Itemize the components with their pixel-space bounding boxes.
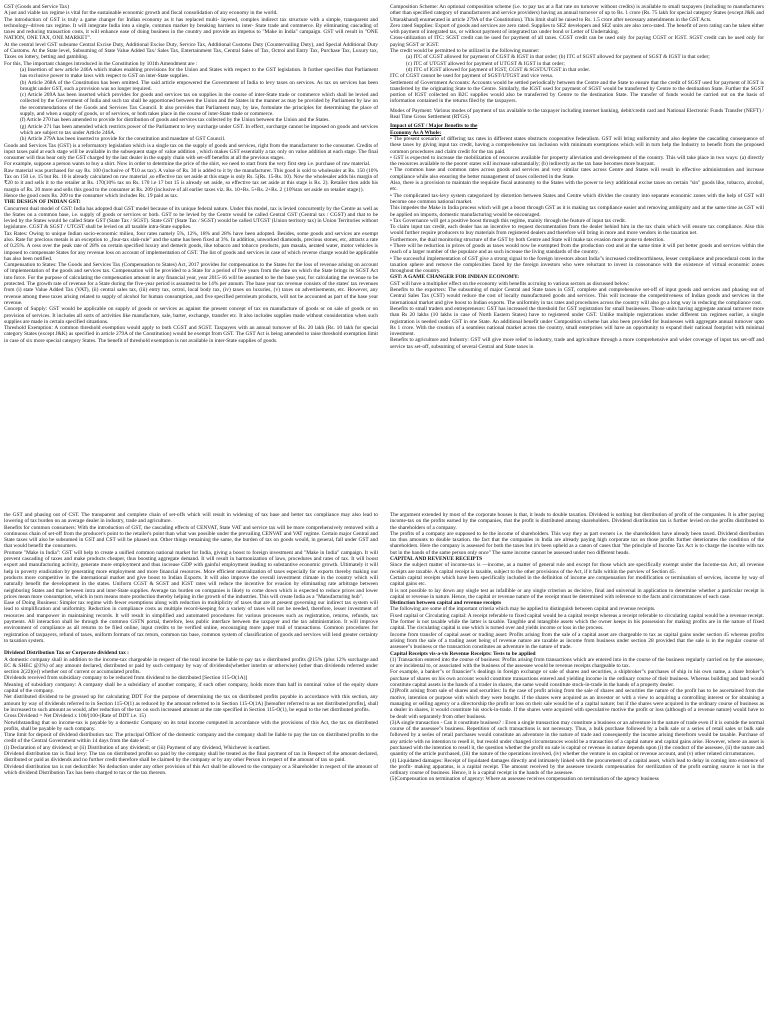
section-subheading: Economy As A Whole:: [390, 129, 442, 136]
paragraph: the GST and phasing out of CST. The transparent and complete chain of set-offs which will result in widening of tax base and better tax compliance may also lead to lowering of tax burden on an average dealer in industry, trade and agriculture.: [4, 512, 378, 525]
paragraph: • The present scenario of differing tax rates in different states obstructs cooperative federalism. GST will bring uniformity and also deplete the cascading consequence of these taxes by giving input tax credit, having a comprehensive tax inclusion with minimum exemptions which will in turn help the Industry to benefit from the proposed common procedures and claim credit for the tax paid.: [390, 135, 764, 155]
paragraph: Threshold Exemption: A common threshold exemption would apply to both CGST and SGST. Taxpayers with an annual turnover of Rs. 20 lakh (Rs. 10 lakh for special category States (except J&K) as specified in article 279A of the Constitution) would be exempt from GST. The GST Act is being amended to raise threshold exemption limit in case of six more special category States. The benefit of threshold exemption is not available in inter-State supplies of goods.: [4, 325, 378, 344]
paragraph: Promote "Make in India": GST will help to create a unified common national market for India, giving a boost to foreign investment and "Make in India" campaign. It will prevent cascading of taxes and make products cheaper, thus boosting aggregate demand. It will result in harmonization of laws, procedures and rates of tax. It will boost export and manufacturing activity, generate more employment and thus increase GDP with gainful employment leading to substantive economic growth. Ultimately it will help in poverty eradication by generating more employment and more financial resources. More efficient neutralization of taxes especially for exports thereby making our products more competitive in the international market and give boost to Indian Exports. It will also improve the overall investment climate in the country which will naturally benefit the development in the states. Uniform CGST & SGST and IGST rates will reduce the incentive for evasion by eliminating rate arbitrage between neighboring States and that between intra and inter-State supplies. Average tax burden on companies is likely to come down which is expected to reduce prices and lower prices mean more consumption, which in turn means more production thereby helping in the growth of the industries. This will create India as a "Manufacturing hub".: [4, 549, 378, 600]
section-heading: Dividend Distribution Tax or Corporate dividend tax :: [4, 650, 129, 657]
paragraph: Modes of Payment: Various modes of payment of tax available to the taxpayer including internet banking, debit/credit card and National Electronic Funds Transfer (NEFT) / Real Time Gross Settlement (RTGS).: [390, 107, 764, 121]
paragraph: Certain capital receipts which have been specifically included in the definition of income are compensation for modification or termination of services, income by way of capital gains etc.: [390, 574, 764, 588]
paragraph: Cross-utilization of ITC: SGST credit can be used for payment of all taxes. CGST credit can be used only for paying CGST or IGST. SGST credit can be used only for paying SGST or IGST.: [390, 35, 764, 48]
paragraph: (4) Liquidated damages: Receipt of liquidated damages directly and intimately linked with the procurement of a capital asset, which lead to delay in coming into existence of the profit- making apparatus, is a capital receipt. The amount received by the assessee towards compensation for sterilization of the profit earning source is not in the ordinary course of business. Hence, it is a capital receipt in the hands of the assessee.: [390, 757, 764, 777]
section-heading: Capital Receipts vis-a-vis Revenue Receipts: Tests to be applied: [390, 650, 536, 657]
paragraph: (5)Compensation on termination of agency: Where an assessee receives compensation on termination of the agency business: [390, 776, 659, 783]
paragraph: Furthermore, the dual monitoring structure of the GST by both Centre and State will make tax evasion more prone to detection.: [390, 236, 665, 243]
paragraph: Raw material was purchased for say Rs. 100 (inclusive of ₹10 as tax). A value of Rs. 30 is added to it by the manufacturer. This good is sold to wholesaler at Rs. 150 (10% Tax on 150 i.e. 15 but Rs. 10 is already calculated on raw material ,so effective tax set aside at this stage is only Rs. 5(Rs. 15-Rs. 10). Now the wholesaler adds his margin of ₹20 to it and sells it to the retailer at Rs. 170(10% tax on Rs. 170 i.e 17 but 15 is already set aside, so effective tax set aside at this stage is Rs. 2). Retailer then adds his margin of Rs. 20 more and sells this good to the consumer at Rs. 209 (inclusive of all earlier taxes viz. Rs. 10+Rs. 5+Rs. 2+Rs. 2 {10%tax set aside on retailer stage}).: [4, 167, 378, 193]
paragraph: At the central level GST subsume Central Excise Duty, Additional Excise Duty, Service Tax, Additional Customs Duty (Countervailing Duty), and Special Additional Duty of Customs. At the State level, Subsuming of State Value Added Tax/ Sales Tax, Entertainment Tax, Central Sales of Tax, Octroi and Entry Tax, Purchase Tax, Luxury tax, Taxes on lottery, betting and gambling.: [4, 41, 378, 61]
paragraph: For this, The important changes introduced in the Constitution by 101th Amendment are :: [4, 60, 198, 67]
paragraph: Concept of Supply: GST would be applicable on supply of goods or services as against the present concept of tax on manufacture of goods or on sale of goods or on provision of services. It includes all sorts of activities like manufacture, sale, barter, exchange, transfer etc. It also includes supplies made without consideration when such supplies are made in certain specified situations.: [4, 306, 378, 325]
paragraph: • The successful implementation of GST give a strong signal to the foreign investors about India"s increased creditworthiness, lesser compliance and procedural costs in the taxation sphere and remove the complexities faced by the foreign investors who were reluctant to invest in consonance with the existence of virtual economic zones throughout the country.: [390, 255, 764, 275]
section-heading: Impact of GST / Major Benefits to the: [390, 123, 478, 130]
paragraph: Time limit for deposit of dividend distribution tax: The principal Officer of the domestic company and the company shall be liable to pay the tax on distributed profits to the credit of the Central Government within 14 days from the date of –: [4, 732, 378, 745]
capital-revenue-text-column: [390, 512, 764, 1024]
paragraph: Meaning of subsidiary company: A company shall be a subsidiary of another company, if such other company, holds more than half in nominal value of the equity share capital of the company.: [4, 681, 378, 695]
list-item: (g) Article 271 has been amended which restricts power of the Parliament to levy surcharge under GST. In effect, surcharge cannot be imposed on goods and services which are subject to tax under Article 246A.: [20, 123, 378, 136]
list-item: (c) Article 269A has been inserted which provides for goods and services tax on supplies in the course of inter-State trade or commerce which shall be levied and collected by the Government of India and such tax shall be apportioned between the Union and the States in the manner as may be provided by Parliament by law on the recommendations of the Goods and Services Tax Council. It also provides that Parliament may, by law, formulate the principles for determining the place of supply, and when a supply of goods, or of services, or both takes place in the course of inter-State trade or commerce.: [20, 92, 378, 118]
paragraph: • GST is expected to increase the mobilization of resources available for property alleviation and development of the country. This will take place in two ways: (a) directly the resources available to the poorer states will increase substantially; (b) indirectly as the tax base becomes more buoyant.: [390, 154, 764, 168]
gst-text-column: [390, 4, 764, 458]
paragraph: This impedes the Make in India process which will get a boost through GST as it is making tax compliance easier and removing ambiguity and at the same time as GST will be applied on imports, domestic manufacturing would be encouraged.: [390, 205, 764, 218]
paragraph: Net distributed dividend to be grossed up for calculating DDT For the purpose of determining the tax on distributed profits payable in accordance with this section, any amount by way of dividends referred to in Section 115-O(1) as reduced by the amount referred to in Section 115-O(1A) [hereafter referred to as net distributed profits], shall be increased to such amount as would, after reduction of the tax on such increased amount at the rate specified in Section 115-O(1), be equal to the net distributed profits.: [4, 694, 378, 713]
list-item: (f) Article 270 has been amended to provide for distribution of goods and services tax collected by the Union between the Union and the States.: [20, 117, 330, 124]
gst-dividend-text-column: [4, 512, 378, 1024]
paragraph: The following are some of the important criteria which may be applied to distinguish between capital and revenue receipts.: [390, 606, 656, 613]
paragraph: Benefits to agriculture and Industry: GST will give more relief to industry, trade and agriculture through a more comprehensive and wider coverage of input tax set-off and service tax set-off, subsuming of several Central and State taxes in: [390, 337, 764, 350]
list-item: (d) ITC of IGST allowed for payment of IGST, CGST & SGST/UTGST in that order.: [406, 66, 591, 73]
paragraph: Fixed capital or Circulating capital: A receipt referable to fixed capital would be a capital receipt whereas a receipt referable to circulating capital would be a revenue receipt. The former is not taxable while the latter is taxable. Tangible and intangible assets which the owner keeps in his possession for making profits are in the nature of fixed capital. The circulating capital is one which is turned over and yields income or loss in the process.: [390, 612, 764, 632]
paragraph: GST will have a multiplier effect on the economy with benefits accruing to various sectors as discussed below:: [390, 280, 630, 287]
paragraph: Dividend distribution tax is not deductible: No deduction under any other provision of this Act shall be allowed to the company or a Shareholder in respect of the amount of which dividend Distribution Tax has been charged to tax or the tax thereon.: [4, 763, 378, 776]
paragraph: The profits of a company are supposed to be the income of shareholders. This way they as part owners i.e. the shareholders have already been taxed. Dividend distribution tax thus amounts to double taxation. the fact that the companies in India are already paying high corporate tax on those profits further deteriorates the condition of the shareholders. Here the company is assessed for both the taxes but it's been upheld as a canon of cases that "the principle of Income Tax Act is to charge the income with tax but in the hands of the same person only once" The same income cannot be assessed under two different heads.: [390, 530, 764, 556]
section-heading: THE DESIGN OF INDIAN GST:: [4, 199, 81, 206]
list-item: (h) Article 279A has been inserted to provide for the constitution and mandate of GST Council.: [20, 136, 226, 143]
paragraph: Since the subject matter of income-tax is —income, as a matter of general rule and except for those which are specifically exempt under the Income-tax Act, all revenue receipts are taxable. A capital receipt is taxable, subject to the other provisions of the Act, if it falls within the purview of Section 45.: [390, 562, 764, 575]
paragraph: Goods and Services Tax (GST) is a reformatory legislation which is a single tax on the supply of goods and services, right from the manufacturer to the consumer. Credits of input taxes paid at each stage will be available in the subsequent stage of value addition , which makes GST essentially a tax only on value addition at each stage. The final consumer will thus bear only the GST charged by the last dealer in the supply chain with set-off benefits at all the previous stages.: [4, 142, 378, 162]
paragraph: Ease of Doing Business: Simpler tax regime with fewer exemptions along with reduction in multiplicity of taxes that are at present governing our indirect tax system will lead to simplification and uniformity. Reduction in compliance costs as multiple record-keeping for a variety of taxes will not be needed, therefore, lesser investment of resources and manpower in maintaining records. It will result in simplified and automated procedures for various processes such as registration, returns, refunds, tax payments. All interaction shall be through the common GSTN portal, therefore, less public interface between the taxpayer and the tax administration. It will improve environment of compliance as all returns to be filed online, input credits to be verified online, encouraging more paper trail of transactions. Common procedures for registration of taxpayers, refund of taxes, uniform formats of tax return, common tax base, common system of classification of goods and services will lend greater certainty to taxation system.: [4, 600, 378, 644]
paragraph: • The common base and common rates across goods and services and very similar rates across Centre and States will result in effective administration and increase compliance while also ensuring the better management of taxes collected in the State.: [390, 167, 764, 180]
section-heading: Distinction between capital and revenue receipts: [390, 600, 502, 607]
paragraph: • The complicated tax-levy system categorized by distortion between States and Centre which divides the country into separate economic zones with the help of GST will become one common national market.: [390, 192, 764, 205]
list-item: (c) ITC of UTGST allowed for payment of UTGST & IGST in that order;: [406, 60, 565, 67]
gst-text-column: [4, 4, 378, 458]
list-item: (a) Insertion of new article 246A which makes enabling provisions for the Union and States with respect to the GST legislation. It further specifies that Parliament has exclusive power to make laws with respect to GST on inter-State supplies.: [20, 66, 378, 80]
paragraph: Income from transfer of capital asset or trading asset: Profits arising from the sale of a capital asset are chargeable to tax as capital gains under section 45 whereas profits arising from the sale of a trading asset being of revenue nature are taxable as income from business under section 28 provided that the sale is in the regular course of assessee"s business or the transaction constitutes an adventure in the nature of trade.: [390, 631, 764, 651]
paragraph: ITC of CGST cannot be used for payment of SGST/UTGST and vice versa.: [390, 73, 554, 80]
paragraph: (3)A single transaction - Can it constitute business? : Even a single transaction may constitute a business or an adventure in the nature of trade even if it is outside the normal course of the assessee"s business. Repetition of such transactions is not necessary. Thus, a bulk purchase followed by a bulk sale or a series of retail sales or bulk sale followed by a series of retail purchases would constitute an adventure in the nature of trade and consequently the income arising therefrom would be taxable. Purchase of any article with no intention to resell it, but resold under changed circumstances would be a transaction of a capital nature and capital gains arise. However, where an asset is purchased with the intention to resell it, the question whether the profit on sale is capital or revenue in nature depends upon (i) the conduct of the assessee, (ii) the nature and quantity of the article purchased, (iii) the nature of the operations involved, (iv) whether the venture is on capital or revenue account, and (v) other related circumstances.: [390, 719, 764, 758]
paragraph: Hence the good costs Rs. 209 to the consumer which includes Rs. 19 paid as tax.: [4, 192, 179, 199]
paragraph: Zero rated Supplies: Export of goods and services are zero rated. Supplies to SEZ developers and SEZ units are also zero-rated. The benefit of zero rating can be taken either with payment of integrated tax, or without payment of integrated tax under bond or Letter of Undertaking.: [390, 22, 764, 36]
paragraph: Concurrent dual model of GST: India has adopted dual GST model because of its unique federal nature. Under this model, tax is levied concurrently by the Centre as well as the States on a common base, i.e. supply of goods or services or both. GST to be levied by the Centre would be called Central GST (Central tax / CGST) and that to be levied by the States would be called State GST (State Tax / SGST). State GST (State Tax / SGST) would be called UTGST (Union territory tax) in Union Territories without legislature. CGST & SGST / UTGST shall be levied on all taxable intra-State supplies.: [4, 205, 378, 231]
section-heading: CAPITAL AND REVENUE RECEIPTS: [390, 556, 483, 563]
paragraph: The argument extended by most of the corporate houses is that, it leads to double taxation. Dividend is nothing but distribution of profit of the companies. It is after paying income-tax on the profits earned by the companies, that the profit is distributed among shareholders. Dividend distribution tax is further levied on the profits distributed to the shareholders of a company.: [390, 512, 764, 531]
paragraph: • There will be reduction in prices of goods as taxes would now be exempted from the production cost and at the same time it will put better goods and services within the reach of a larger number of the populace and as such increase the living standards of the country.: [390, 242, 764, 256]
paragraph: For example, a banker"s or financier"s dealings in foreign exchange or sale of shares and securities, a shipbroker"s purchases of ship in his own name, a share broker"s purchase of shares on his own account would constitute transactions entered and yielding income in the ordinary course of their business. Whereas building and land would constitute capital assets in the hands of a trader in shares, the same would constitute stock-in-trade in the hands of a property dealer.: [390, 669, 764, 689]
paragraph: Benefits to small traders and entrepreneurs: GST has increased the threshold for GST registration for small businesses. Those units having aggregate annual turnover more than Rs 20 lakhs (10 lakhs in case of North Eastern States) have to registered under GST. Unlike multiple registrations under different tax regimes earlier, a single registration is needed under GST in one State. An additional benefit under Composition scheme has also been provided for businesses with aggregate annual turnover upto Rs 1 crore. With the creation of a seamless national market across the country, small enterprises will have an opportunity to expand their national footprint with minimal investment.: [390, 305, 764, 338]
paragraph: (2)Profit arising from sale of shares and securities: In the case of profit arising from the sale of shares and securities the nature of the profit has to be ascertained from the motive, intention or purpose with which they were bought. if the shares were acquired as an investor or with a view to acquiring a controlling interest or for obtaining a managing or selling agency or a directorship the profit or loss on their sale would be of a capital nature; but if the shares were acquired in the ordinary course of business as a dealer in shares, it would constitute his stock-in-trade. If the shares were acquired with speculative motive the profit or loss (although of a revenue nature) would have to be dealt with separately from other business.: [390, 688, 764, 720]
paragraph: Benefits for common consumers: With the introduction of GST, the cascading effects of CENVAT, State VAT and service tax will be more comprehensively removed with a continuous chain of set-off from the producer's point to the retailer's point than what was possible under the prevailing CENVAT and VAT regime. Certain major Central and State taxes will also be subsumed in GST and CST will be phased out. Other things remaining the same, the burden of tax on goods would, in general, fall under GST and that would benefit the consumers.: [4, 524, 378, 550]
paragraph: Gross Dividend = Net Dividend x 100/[100-(Rate of DDT i.e. 15): [4, 713, 146, 720]
paragraph: Settlement of Government Accounts: Accounts would be settled periodically between the Centre and the State to ensure that the credit of SGST used for payment of IGST is transferred by the originating State to the Centre. Similarly, the IGST used for payment of SGST would be transferred by Centre to the destination State. Further the SGST portion of IGST collected on B2C supplies would also be transferred by Centre to the destination State. The transfer of funds would be carried out on the basis of information contained in the returns filed by the taxpayers.: [390, 79, 764, 105]
paragraph: • Tax Governance will get a positive boost through this regime, mainly through the feature of input tax credit.: [390, 217, 627, 224]
paragraph: Dividend distribution tax is final levy: The tax on distributed profits so paid by the company shall be treated as the final payment of tax in Respect of the amount declared, distributed or paid as dividends and no further credit therefore shall be claimed by the company or by any other Person in respect of the amount of tax so paid.: [4, 750, 378, 764]
list-item: (a) ITC of CGST allowed for payment of CGST & IGST in that order; (b) ITC of SGST allowed for payment of SGST & IGST in that order;: [406, 54, 710, 61]
paragraph: For example, suppose a person wants to buy a shirt. Now in order to determine the price of the shirt, we need to start from the very first step i.e. purchase of raw material.: [4, 161, 371, 168]
paragraph: Dividends received from subsidiary company to be reduced from dividend to be distributed [Section 115-O(1A)]: [4, 675, 248, 682]
list-item: (b) Article 268A of the Constitution has been omitted. The said article empowered the Government of India to levy taxes on services. As tax on services has been brought under GST, such a provision was no longer required.: [20, 79, 378, 92]
paragraph: (i) Declaration of any dividend; or (ii) Distribution of any dividend; or (iii) Payment of any dividend, Whichever is earliest.: [4, 744, 271, 751]
paragraph: Also, there is a provision to maintain the requisite fiscal autonomy to the States with the power to levy additional excise taxes on certain "sin" goods like, tobacco, alcohol, etc.: [390, 180, 764, 193]
paragraph: Notwithstanding that no income-tax is payable by a domestic Company on its total income computed in accordance with the provisions of this Act, the tax on distributed profits, shall be payable by such company.: [4, 719, 378, 732]
paragraph: Benefits to the exporters: The subsuming of major Central and State taxes in GST, complete and comprehensive set-off of input goods and services and phasing out of Central Sales Tax (CST) would reduce the cost of locally manufactured goods and services. This will increase the competitiveness of Indian goods and services in the international market and give boost to Indian exports. The uniformity in tax rates and procedures across the country will also go a long way in reducing the compliance cost.: [390, 287, 764, 306]
paragraph: Composition Scheme: An optional composition scheme (i.e. to pay tax at a flat rate on turnover without credits) is available to small taxpayers (including to manufacturers other than specified category of manufacturers and service providers) having an annual turnover of up to Rs. 1 crore (Rs. 75 lakh for special category States (except J&K and Uttarakhand) enumerated in article 279A of the Constitution). This limit shall be raised to Rs. 1.5 crore after necessary amendments in the GST Acts.: [390, 4, 764, 23]
paragraph: To claim input tax credit, each dealer has an incentive to request documentation from the dealer behind him in the tax chain which will ensure tax compliance. Also this would further require producers to buy materials from registered dealers and therefore will bring in more and more vendors in the taxation net.: [390, 224, 764, 237]
paragraph: It is not possible to lay down any single test as infallible or any single criterion as decisive, final and universal in application to determine whether a particular receipt is capital or revenue in nature. Hence, the capital or revenue nature of the receipt must be determined with reference to the facts and circumstances of each case.: [390, 587, 764, 600]
paragraph: A domestic company shall in addition to the income-tax chargeable in respect of the total income be liable to pay tax o distributed profits @15% (plus 12% surcharge and EC & SHEC @3%) of any amount declared, distributed or paid by such company by way of dividends(whether interim or otherwise) (other than dividends referred under section 2(22)(e)) whether out of current or accumulated profits.: [4, 656, 378, 676]
paragraph: The credit would be permitted to be utilized in the following manner:: [390, 48, 540, 55]
paragraph: (1) Transaction entered into the course of business: Profits arising from transactions which are entered into in the course of the business regularly carried on by the assessee, or are incidental to, or associated with the business of the assessee would be revenue receipts chargeable to tax.: [390, 656, 764, 670]
section-title: GST (Goods and Service Tax): [4, 4, 69, 10]
section-heading: GST: A GAME CHANGER FOR INDIAN ECONOMY:: [390, 274, 520, 281]
paragraph: Tax Rates: Owing to unique Indian socio-economic milieu, four rates namely 5%, 12%, 18% and 28% have been adopted. Besides, some goods and services are exempt also. Rate for precious metals is an exception to „four-tax slab-rule" and the same has been fixed at 3%. In addition, unworked diamonds, precious stones, etc, attracts a rate of 0.25%. A cess over the peak rate of 28% on certain specified luxury and demerit goods, like tobacco and tobacco products, pan masala, aerated water, motor vehicles is imposed to compensate States for any revenue loss on account of implementation of GST. The list of goods and services in case of which reverse charge would be applicable has also been notified.: [4, 230, 378, 262]
paragraph: A just and viable tax regime is vital for the sustainable economic growth and fiscal consolidation of any economy in the world.: [4, 10, 278, 17]
paragraph: The introduction of GST is truly a game changer for Indian economy as it has replaced multi- layered, complex indirect tax structure with a simple, transparent and technology–driven tax regime. It will integrate India into a single, common market by breaking barriers to inter- State trade and commerce. By eliminating cascading of taxes and reducing transaction costs, it will enhance ease of doing business in the country and provide an impetus to "Make in India" campaign. GST will result in "ONE NATION, ONE TAX, ONE MARKET".: [4, 16, 378, 42]
paragraph: Compensation to States: The Goods and Services Tax (Compensation to States) Act, 2017 provides for compensation to the States for the loss of revenue arising on account of implementation of the goods and services tax. Compensation will be provided to a State for a period of five years from the date on which the State brings its SGST Act into force. For the purpose of calculating the compensation amount in any financial year, year 2015-16 will be assumed to be the base year, for calculating the revenue to be protected. The growth rate of revenue for a State during the five-year period is assumed to be 14% per annum. The base year tax revenue consists of the states' tax revenues from (i) state Value Added Tax (VAT), (ii) central sales tax, (iii) entry tax, octroi, local body tax, (iv) taxes on luxuries, (v) taxes on advertisements, etc. However, any revenue among these taxes arising related to supply of alcohol for human consumption, and five specified petroleum products, will not be accounted as part of the base year revenue.: [4, 262, 378, 306]
